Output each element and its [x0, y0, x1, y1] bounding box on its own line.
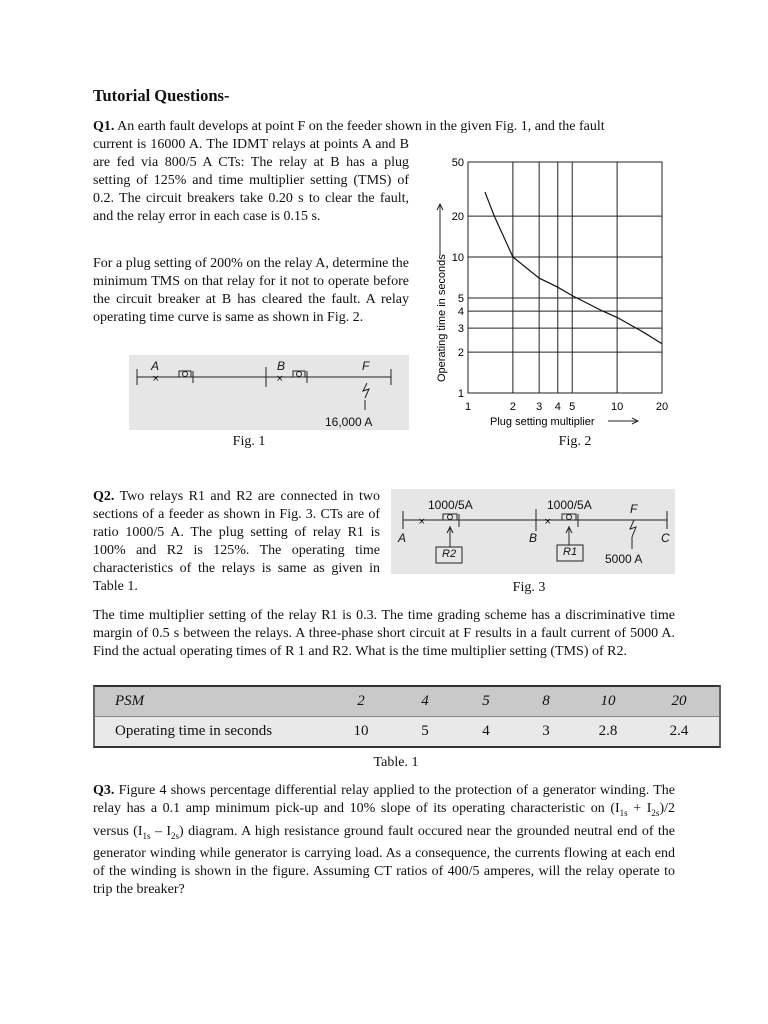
- fig2-x-tick-label: 3: [536, 401, 543, 413]
- fig2-chart: [430, 150, 680, 435]
- fig2-y-tick-label: 1: [457, 388, 464, 400]
- table1-cell: 10: [353, 722, 369, 739]
- fig2-svg: [430, 150, 680, 435]
- fig3-ct1: 1000/5A: [428, 498, 473, 512]
- q3-text: – I: [150, 823, 172, 839]
- q2-text: Two relays R1 and R2 are connected in two sections of a feeder as shown in Fig. 3. CTs are of ratio 1000/5 A. The plug setting of relay R1 is 100% and R2 is 125%. The operating time characteristics of the relays is same as given in Table 1.: [93, 489, 381, 594]
- page-title: Tutorial Questions-: [93, 86, 230, 105]
- q3-sub: 1s: [142, 830, 151, 841]
- svg-text:×: ×: [418, 517, 426, 527]
- q1-body: current is 16000 A. The IDMT relays at points A and B are fed via 800/5 A CTs: The relay at B has a plug setting of 125% and time multiplier setting (TMS) of 0.2. The circuit breakers take 0.20 s to clear the fault, and the relay error in each case is 0.15 s.: [93, 137, 409, 224]
- q3-label: Q3.: [93, 783, 115, 798]
- fig2-x-tick-label: 1: [464, 401, 472, 413]
- fig2-x-tick-label: 2: [509, 401, 516, 413]
- fig3-label-c: C: [661, 531, 670, 545]
- fig1-caption: Fig. 1: [232, 434, 266, 449]
- fig3-label-f: F: [630, 502, 638, 516]
- fig2-x-axis-label: Plug setting multiplier: [490, 416, 595, 428]
- q3-text: ) diagram. A high resistance ground fault occured near the grounded neutral end of the generator winding while generator is carrying load. As a consequence, the currents flowing at each end of the winding is shown in the figure. Assuming CT ratios of 400/5 amperes, will the relay operate to trip the breaker?: [93, 823, 675, 898]
- q2-body: [93, 488, 380, 595]
- fig1-label-b: B: [277, 359, 286, 373]
- table1-cell: 2.4: [669, 722, 689, 739]
- fig3-caption: Fig. 3: [512, 580, 546, 595]
- q3-text: Figure 4 shows percentage differential relay applied to the protection of a generator winding. The relay has a 0.1 amp minimum pick-up and 10% slope of its operating characteristic on (I: [93, 783, 676, 816]
- fig1-label-a: A: [151, 359, 160, 373]
- fig2-y-tick-label: 10: [451, 252, 464, 265]
- fig2-y-tick-label: 3: [457, 323, 464, 336]
- q1-first-line: An earth fault develops at point F on the feeder shown in the given Fig. 1, and the fault: [117, 119, 605, 134]
- q3-sub: 1s: [619, 807, 628, 818]
- fig2-y-tick-label: 5: [457, 292, 464, 305]
- table1-header-psm: PSM: [115, 692, 145, 709]
- table1-header-cell: 10: [600, 692, 616, 709]
- q3-text: )/2 versus (I: [93, 800, 675, 839]
- fig3-current: 5000 A: [605, 552, 643, 566]
- fig1-current: 16,000 A: [325, 415, 373, 429]
- fig2-y-tick-label: 50: [451, 157, 464, 169]
- table1-cell: 4: [482, 722, 490, 739]
- fig2-x-tick-label: 10: [610, 401, 624, 413]
- fig2-x-tick-label: 5: [569, 401, 576, 413]
- fig3-relay-r2: R2: [442, 548, 457, 560]
- table1-caption: Table. 1: [373, 755, 419, 770]
- fig2-y-tick-label: 2: [457, 347, 464, 360]
- fig1-label-f: F: [362, 359, 370, 373]
- q2-question: The time multiplier setting of the relay R1 is 0.3. The time grading scheme has a discriminative time margin of 0.5 s between the relays. A three-phase short circuit at F results in a fault current of 5000 A. Find the actual operating times of R 1 and R2. What is the time multiplier setting (TMS) of R2.: [93, 608, 675, 659]
- table1-header-cell: 4: [421, 692, 429, 709]
- table1-cell: 2.8: [598, 722, 618, 739]
- fig2-y-axis-label: Operating time in seconds: [436, 254, 448, 382]
- q3-sub: 2s: [171, 830, 180, 841]
- table1-cell: 3: [542, 722, 550, 739]
- table1-data-row: [95, 716, 719, 746]
- fig2-plot-frame: [468, 162, 662, 393]
- q3-text: + I: [627, 800, 652, 816]
- fig3-ct2: 1000/5A: [547, 498, 592, 512]
- q1-question: For a plug setting of 200% on the relay A, determine the minimum TMS on that relay for it not to operate before the circuit breaker at B has cleared the fault. A relay operating time curve is same as shown in Fig. 2.: [93, 256, 409, 325]
- svg-text:×: ×: [276, 374, 284, 384]
- q1-label: Q1.: [93, 119, 115, 134]
- fig2-curve: [485, 192, 662, 344]
- table1-header-cell: 20: [671, 692, 687, 709]
- q3-sub: 2s: [651, 807, 660, 818]
- q3-body: [93, 782, 675, 899]
- table1: [93, 685, 721, 748]
- table1-header-cell: 2: [357, 692, 365, 709]
- svg-text:×: ×: [152, 374, 160, 384]
- fig2-caption: Fig. 2: [558, 434, 592, 449]
- q1-line1: [93, 118, 675, 136]
- table1-header-row: [95, 687, 719, 716]
- q2-label: Q2.: [93, 489, 115, 504]
- fig2-y-tick-label: 4: [457, 306, 464, 319]
- fig1-diagram: [129, 355, 409, 430]
- fig3-label-a: A: [398, 531, 407, 545]
- table1-cell: 5: [421, 722, 429, 739]
- fig2-x-tick-label: 20: [655, 401, 669, 413]
- fig3-relay-r1: R1: [563, 546, 578, 558]
- table1-row-label: Operating time in seconds: [115, 722, 273, 739]
- fig2-x-tick-label: 4: [554, 401, 561, 413]
- fig3-diagram: [391, 489, 675, 574]
- table1-header-cell: 5: [482, 692, 490, 709]
- fig3-label-b: B: [529, 531, 538, 545]
- table1-header-cell: 8: [542, 692, 550, 709]
- fig2-y-tick-label: 20: [451, 211, 464, 224]
- svg-text:×: ×: [544, 517, 552, 527]
